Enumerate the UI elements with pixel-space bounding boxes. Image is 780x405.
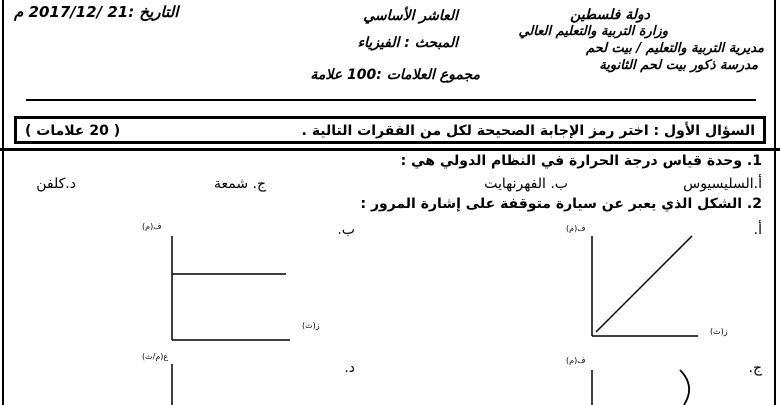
header-country: دولة فلسطين — [570, 7, 650, 23]
question-1-text: 1. وحدة قياس درجة الحرارة في النظام الدولي هي : — [400, 153, 762, 169]
header-ministry: وزارة التربية والتعليم العالي — [518, 24, 668, 39]
q1-option-c: ج. شمعة — [213, 176, 266, 192]
q2-option-b-label: ب. — [337, 222, 355, 238]
section-divider — [0, 148, 780, 151]
header-grade: العاشر الأساسي — [363, 8, 458, 24]
section-box — [14, 116, 766, 144]
graph-c-y-label: ف(م) — [566, 356, 586, 365]
section-title: السؤال الأول : اختر رمز الإجابة الصحيحة لكل من الفقرات التالية . — [301, 123, 755, 139]
header-date: التاريخ :21 /2017/12 م — [14, 3, 179, 21]
graph-d — [138, 352, 328, 405]
graph-a-x-label: ز(ث) — [710, 327, 728, 336]
header-total-marks: مجموع العلامات :100 علامة — [310, 67, 480, 83]
graph-a — [560, 224, 730, 354]
graph-b-plot — [138, 222, 328, 352]
graph-a-plot — [560, 224, 730, 354]
graph-b — [138, 222, 328, 352]
section-marks: ( 20 علامات ) — [25, 123, 121, 139]
q2-option-c-label: ج. — [748, 360, 762, 376]
header-school: مدرسة ذكور بيت لحم الثانوية — [599, 58, 758, 73]
q1-option-a: أ.السليسيوس — [683, 176, 762, 192]
question-2-text: 2. الشكل الذي يعبر عن سيارة متوقفة على إشارة المرور : — [360, 196, 762, 212]
graph-b-y-label: ف(م) — [142, 222, 162, 231]
header-directorate: مديرية التربية والتعليم / بيت لحم — [586, 41, 764, 56]
graph-d-y-label: ع(م/ث) — [142, 352, 169, 361]
q2-option-a-label: أ. — [753, 222, 762, 238]
graph-b-x-label: ز(ث) — [302, 321, 320, 330]
graph-a-y-label: ف(م) — [566, 224, 586, 233]
graph-c-plot — [560, 356, 730, 405]
q1-option-b: ب. الفهرنهايت — [484, 176, 568, 192]
q2-option-d-label: د. — [344, 360, 355, 376]
header-subject: المبحث : الفيزياء — [357, 35, 458, 51]
graph-c — [560, 356, 730, 405]
header-divider — [26, 99, 756, 101]
q1-option-d: د.كلفن — [36, 176, 76, 192]
